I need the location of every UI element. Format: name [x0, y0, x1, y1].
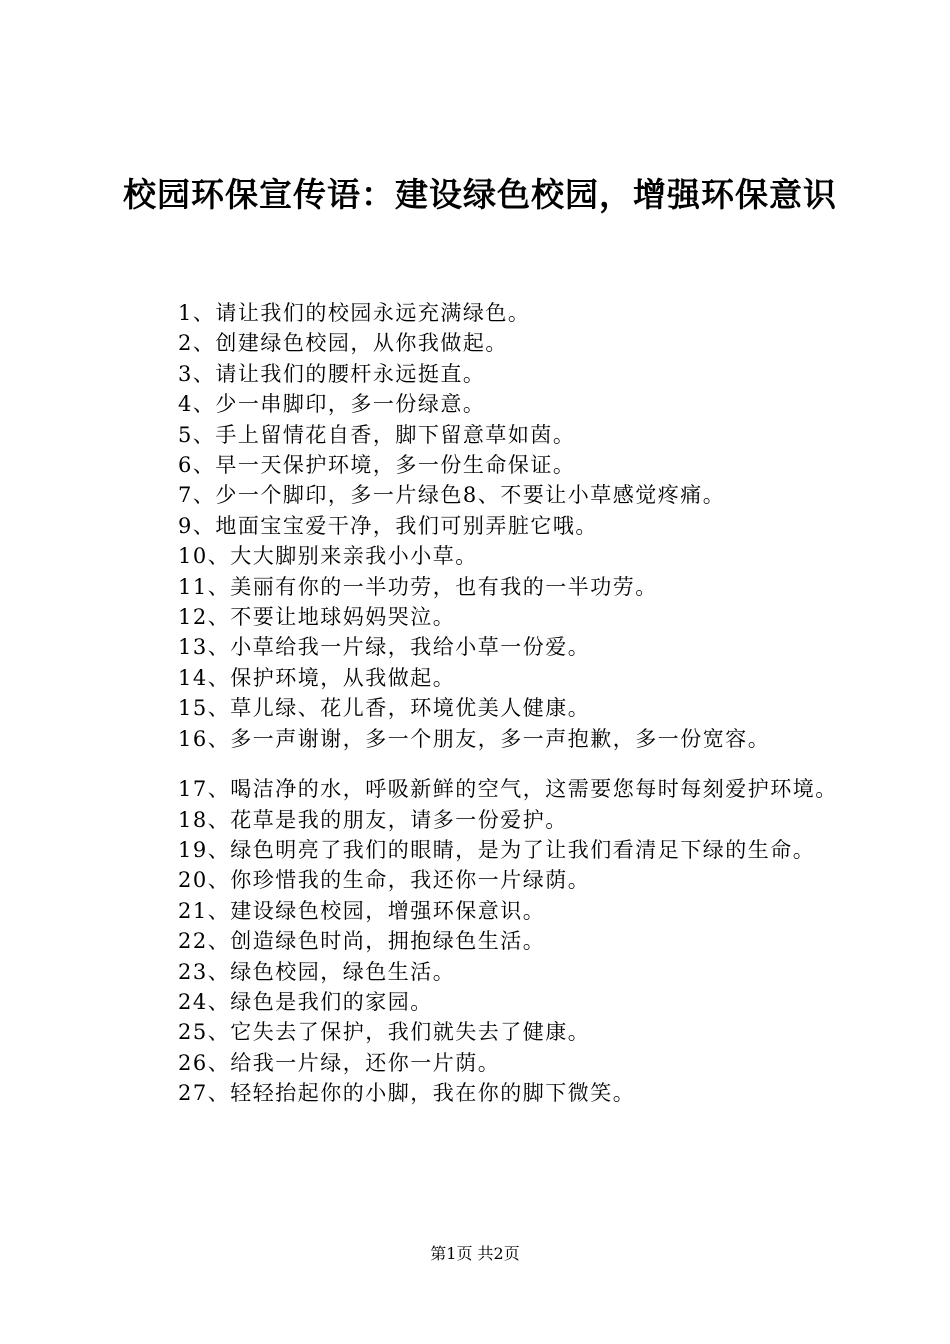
page-title: 校园环保宣传语：建设绿色校园，增强环保意识: [123, 175, 837, 214]
list-item: 6、早一天保护环境，多一份生命保证。: [178, 453, 576, 478]
list-item: 13、小草给我一片绿，我给小草一份爱。: [178, 635, 591, 660]
list-item: 19、绿色明亮了我们的眼睛，是为了让我们看清足下绿的生命。: [178, 837, 816, 862]
list-item: 14、保护环境，从我做起。: [178, 665, 456, 690]
list-item: 7、少一个脚印，多一片绿色8、不要让小草感觉疼痛。: [178, 483, 726, 508]
list-item: 22、创造绿色时尚，拥抱绿色生活。: [178, 929, 546, 954]
list-item: 15、草儿绿、花儿香，环境优美人健康。: [178, 696, 591, 721]
list-item: 11、美丽有你的一半功劳，也有我的一半功劳。: [178, 574, 658, 599]
list-item: 20、你珍惜我的生命，我还你一片绿荫。: [178, 868, 591, 893]
list-item: 1、请让我们的校园永远充满绿色。: [178, 301, 531, 325]
page-number: 第1页 共2页: [430, 1244, 520, 1263]
list-item: 12、不要让地球妈妈哭泣。: [178, 605, 456, 630]
list-item: 27、轻轻抬起你的小脚，我在你的脚下微笑。: [178, 1081, 636, 1106]
list-item: 3、请让我们的腰杆永远挺直。: [178, 361, 486, 386]
list-item: 21、建设绿色校园，增强环保意识。: [178, 898, 546, 923]
list-item: 5、手上留情花自香，脚下留意草如茵。: [178, 422, 576, 447]
list-item: 18、花草是我的朋友，请多一份爱护。: [178, 807, 568, 832]
list-item: 16、多一声谢谢，多一个朋友，多一声抱歉，多一份宽容。: [178, 726, 771, 751]
list-item: 26、给我一片绿，还你一片荫。: [178, 1050, 501, 1075]
list-item: 17、喝洁净的水，呼吸新鲜的空气，这需要您每时每刻爱护环境。: [178, 777, 838, 802]
list-item: 2、创建绿色校园，从你我做起。: [178, 331, 508, 356]
list-item: 24、绿色是我们的家园。: [178, 989, 433, 1014]
list-item: 10、大大脚别来亲我小小草。: [178, 544, 478, 569]
list-item: 25、它失去了保护，我们就失去了健康。: [178, 1020, 591, 1045]
list-item: 23、绿色校园，绿色生活。: [178, 959, 456, 984]
list-item: 4、少一串脚印，多一份绿意。: [178, 392, 486, 417]
list-item: 9、地面宝宝爱干净，我们可别弄脏它哦。: [178, 513, 598, 538]
slogan-list: [130, 298, 850, 1109]
